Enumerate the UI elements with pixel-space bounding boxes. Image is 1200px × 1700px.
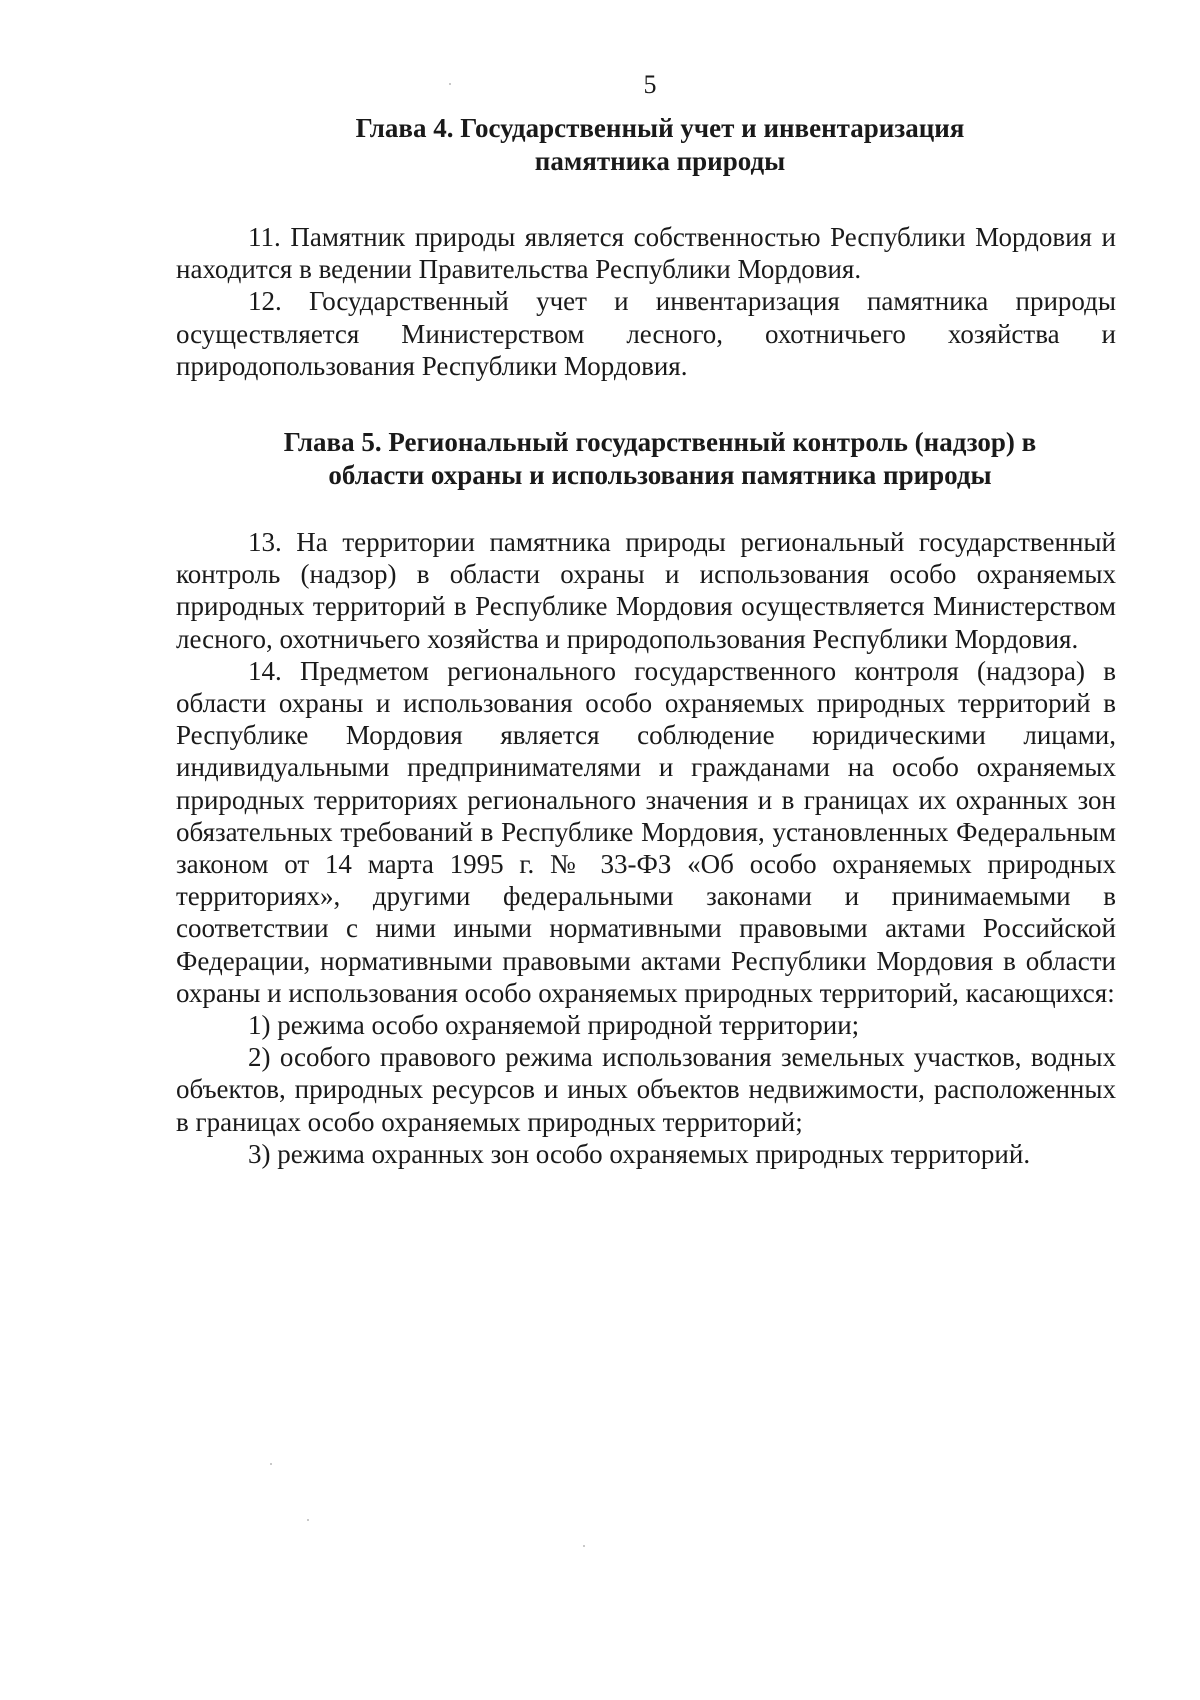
paragraph-11: 11. Памятник природы является собственностью Республики Мордовия и находится в ведении Правительства Республики Мордовия.	[176, 222, 1116, 285]
list-item-2: 2) особого правового режима использования земельных участков, водных объектов, природных ресурсов и иных объектов недвижимости, расположенных в границах особо охраняемых природных территорий;	[176, 1042, 1116, 1137]
list-item-3: 3) режима охранных зон особо охраняемых природных территорий.	[248, 1138, 1031, 1169]
scan-artifact	[449, 83, 451, 85]
chapter-5-heading	[204, 426, 1116, 492]
chapter-5-heading-line-2: области охраны и использования памятника природы	[328, 460, 992, 491]
paragraph-14: 14. Предметом регионального государственного контроля (надзора) в области охраны и использования особо охраняемых природных территорий в Республике Мордовия является соблюдение юридическими лицами, индивидуальными предпринимателями и гражданами на особо охраняемых природных территориях регионального значения и в границах их охранных зон обязательных требований в Республике Мордовия, установленных Федеральным законом от 14 марта 1995 г. № 33-ФЗ «Об особо охраняемых природных территориях», другими федеральными законами и принимаемыми в соответствии с ними иными нормативными правовыми актами Российской Федерации, нормативными правовыми актами Республики Мордовия в области охраны и использования особо охраняемых природных территорий, касающихся:	[176, 655, 1116, 1008]
scan-artifact	[270, 1463, 272, 1465]
paragraph-12: 12. Государственный учет и инвентаризация памятника природы осуществляется Министерством лесного, охотничьего хозяйства и природопользования Республики Мордовия.	[176, 286, 1116, 381]
chapter-5-heading-line-1: Глава 5. Региональный государственный контроль (надзор) в	[283, 427, 1037, 458]
chapter-4-heading	[204, 112, 1116, 178]
scan-artifact	[583, 1545, 585, 1547]
paragraph-13: 13. На территории памятника природы региональный государственный контроль (надзор) в области охраны и использования особо охраняемых природных территорий в Республике Мордовия осуществляется Министерством лесного, охотничьего хозяйства и природопользования Республики Мордовия.	[176, 527, 1116, 654]
page-number: 5	[643, 70, 657, 99]
chapter-4-heading-line-1: Глава 4. Государственный учет и инвентаризация	[355, 113, 965, 143]
scan-artifact	[307, 1519, 309, 1521]
chapter-4-heading-line-2: памятника природы	[534, 146, 786, 176]
document-body	[176, 112, 1116, 1170]
list-item-1: 1) режима особо охраняемой природной территории;	[248, 1010, 860, 1041]
